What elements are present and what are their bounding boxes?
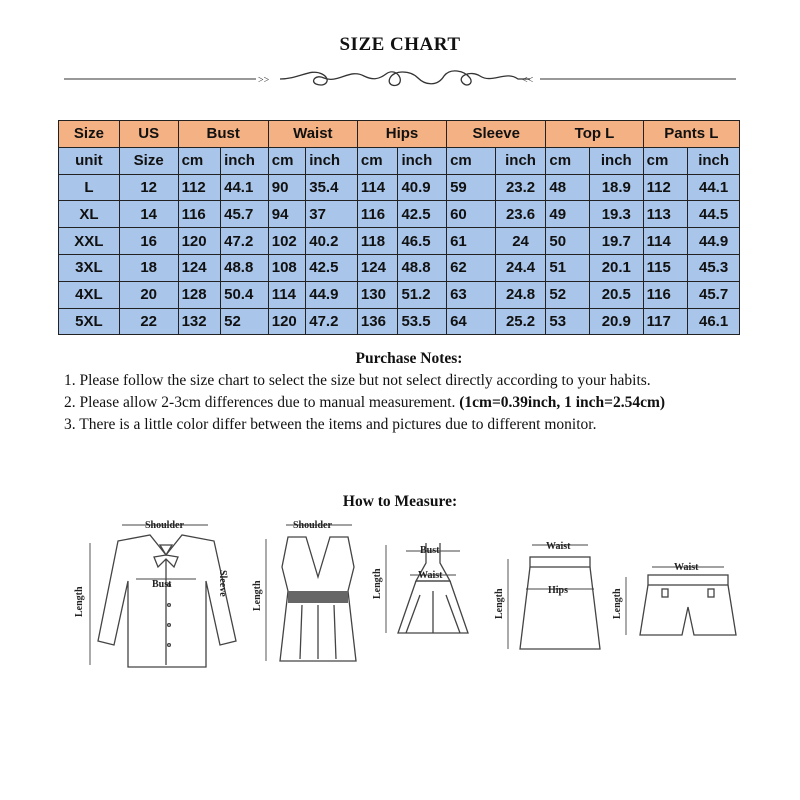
table-cell: 44.9 xyxy=(306,281,358,308)
table-cell: 128 xyxy=(178,281,221,308)
table-row xyxy=(59,174,740,201)
table-cell: 124 xyxy=(178,254,221,281)
table-cell: 112 xyxy=(643,174,688,201)
table-cell: L xyxy=(59,174,120,201)
table-header-row xyxy=(59,121,740,148)
label-hips: Hips xyxy=(548,585,569,596)
shorts-diagram xyxy=(626,567,736,635)
table-cell: 25.2 xyxy=(495,308,546,335)
table-cell: 20 xyxy=(119,281,178,308)
table-cell: 53.5 xyxy=(398,308,447,335)
unit-cell: cm xyxy=(447,147,496,174)
table-cell: 48.8 xyxy=(398,254,447,281)
label-length-3: Length xyxy=(372,568,383,599)
unit-cell: cm xyxy=(357,147,398,174)
table-cell: 114 xyxy=(357,174,398,201)
label-length-2: Length xyxy=(252,580,263,611)
table-cell: 45.3 xyxy=(688,254,740,281)
blouse-diagram xyxy=(90,525,236,667)
label-length-1: Length xyxy=(74,586,85,617)
unit-cell: Size xyxy=(119,147,178,174)
table-cell: 136 xyxy=(357,308,398,335)
title-ornament xyxy=(60,62,740,92)
table-cell: 61 xyxy=(447,228,496,255)
table-cell: XL xyxy=(59,201,120,228)
table-cell: 130 xyxy=(357,281,398,308)
table-row xyxy=(59,281,740,308)
note-2-text: 2. Please allow 2-3cm differences due to manual measurement. xyxy=(64,394,460,411)
dress-diagram xyxy=(386,543,468,633)
table-cell: 23.2 xyxy=(495,174,546,201)
table-row xyxy=(59,228,740,255)
table-unit-row xyxy=(59,147,740,174)
table-cell: 14 xyxy=(119,201,178,228)
table-cell: 52 xyxy=(221,308,269,335)
table-cell: 116 xyxy=(643,281,688,308)
table-cell: 4XL xyxy=(59,281,120,308)
table-cell: 114 xyxy=(643,228,688,255)
table-cell: 44.9 xyxy=(688,228,740,255)
table-cell: 112 xyxy=(178,174,221,201)
table-cell: 50.4 xyxy=(221,281,269,308)
note-1: 1. Please follow the size chart to select the size but not select directly according to your habits. xyxy=(64,372,651,389)
unit-cell: inch xyxy=(495,147,546,174)
table-cell: 48 xyxy=(546,174,590,201)
table-cell: 19.7 xyxy=(589,228,643,255)
table-cell: 116 xyxy=(357,201,398,228)
table-cell: 94 xyxy=(268,201,305,228)
unit-cell: cm xyxy=(546,147,590,174)
table-cell: 59 xyxy=(447,174,496,201)
table-row xyxy=(59,254,740,281)
label-length-4: Length xyxy=(494,588,505,619)
table-cell: 50 xyxy=(546,228,590,255)
purchase-notes xyxy=(64,348,754,436)
label-shoulder: Shoulder xyxy=(145,520,184,531)
table-cell: 117 xyxy=(643,308,688,335)
table-cell: 20.1 xyxy=(589,254,643,281)
notes-title: Purchase Notes: xyxy=(355,350,463,367)
table-cell: 44.1 xyxy=(221,174,269,201)
table-cell: 64 xyxy=(447,308,496,335)
header-cell: Pants L xyxy=(643,121,739,148)
table-cell: 23.6 xyxy=(495,201,546,228)
label-waist-2: Waist xyxy=(546,541,571,552)
label-bust: Bust xyxy=(152,579,172,590)
unit-cell: inch xyxy=(589,147,643,174)
header-cell: Hips xyxy=(357,121,446,148)
header-cell: US xyxy=(119,121,178,148)
note-3: 3. There is a little color differ between the items and pictures due to different monitor. xyxy=(64,416,597,433)
table-cell: 35.4 xyxy=(306,174,358,201)
table-cell: 44.5 xyxy=(688,201,740,228)
page-title: SIZE CHART xyxy=(339,34,461,55)
table-cell: 63 xyxy=(447,281,496,308)
unit-cell: inch xyxy=(221,147,269,174)
header-cell: Size xyxy=(59,121,120,148)
label-shoulder: Shoulder xyxy=(293,520,332,531)
how-to-measure-title: How to Measure: xyxy=(342,493,458,510)
label-length-5: Length xyxy=(612,588,623,619)
size-chart-table xyxy=(58,120,740,335)
table-cell: 47.2 xyxy=(221,228,269,255)
table-cell: 46.5 xyxy=(398,228,447,255)
table-cell: 47.2 xyxy=(306,308,358,335)
table-cell: 3XL xyxy=(59,254,120,281)
table-cell: 24.8 xyxy=(495,281,546,308)
table-cell: 46.1 xyxy=(688,308,740,335)
table-cell: 22 xyxy=(119,308,178,335)
label-waist-1: Waist xyxy=(418,570,443,581)
table-cell: 114 xyxy=(268,281,305,308)
table-cell: 51 xyxy=(546,254,590,281)
unit-cell: inch xyxy=(398,147,447,174)
table-cell: 90 xyxy=(268,174,305,201)
table-cell: 124 xyxy=(357,254,398,281)
skirt-diagram xyxy=(508,545,600,649)
table-cell: 16 xyxy=(119,228,178,255)
table-cell: 120 xyxy=(178,228,221,255)
table-cell: 62 xyxy=(447,254,496,281)
table-cell: 44.1 xyxy=(688,174,740,201)
measurement-diagrams xyxy=(70,515,750,675)
header-cell: Waist xyxy=(268,121,357,148)
table-cell: 5XL xyxy=(59,308,120,335)
vest-diagram xyxy=(266,525,356,661)
table-cell: 53 xyxy=(546,308,590,335)
table-cell: 18.9 xyxy=(589,174,643,201)
table-cell: 20.9 xyxy=(589,308,643,335)
table-cell: XXL xyxy=(59,228,120,255)
unit-cell: cm xyxy=(268,147,305,174)
header-cell: Top L xyxy=(546,121,643,148)
table-cell: 60 xyxy=(447,201,496,228)
unit-cell: cm xyxy=(178,147,221,174)
label-waist-3: Waist xyxy=(674,562,699,573)
table-cell: 42.5 xyxy=(306,254,358,281)
table-cell: 48.8 xyxy=(221,254,269,281)
svg-text:<<: << xyxy=(522,75,534,86)
header-cell: Bust xyxy=(178,121,268,148)
table-cell: 40.9 xyxy=(398,174,447,201)
table-row xyxy=(59,201,740,228)
table-cell: 118 xyxy=(357,228,398,255)
table-cell: 108 xyxy=(268,254,305,281)
table-cell: 51.2 xyxy=(398,281,447,308)
unit-cell: cm xyxy=(643,147,688,174)
header-cell: Sleeve xyxy=(447,121,546,148)
table-cell: 24.4 xyxy=(495,254,546,281)
table-cell: 52 xyxy=(546,281,590,308)
table-cell: 37 xyxy=(306,201,358,228)
table-cell: 45.7 xyxy=(688,281,740,308)
table-cell: 40.2 xyxy=(306,228,358,255)
table-cell: 20.5 xyxy=(589,281,643,308)
table-cell: 42.5 xyxy=(398,201,447,228)
table-cell: 115 xyxy=(643,254,688,281)
table-cell: 120 xyxy=(268,308,305,335)
table-cell: 49 xyxy=(546,201,590,228)
svg-text:>>: >> xyxy=(258,75,270,86)
label-sleeve: Sleeve xyxy=(217,570,228,597)
table-cell: 18 xyxy=(119,254,178,281)
table-cell: 102 xyxy=(268,228,305,255)
table-cell: 45.7 xyxy=(221,201,269,228)
note-2 xyxy=(64,392,754,414)
label-bust-2: Bust xyxy=(420,545,440,556)
table-cell: 113 xyxy=(643,201,688,228)
table-cell: 24 xyxy=(495,228,546,255)
unit-cell: inch xyxy=(306,147,358,174)
table-cell: 116 xyxy=(178,201,221,228)
table-cell: 12 xyxy=(119,174,178,201)
table-cell: 19.3 xyxy=(589,201,643,228)
note-2-conversion: (1cm=0.39inch, 1 inch=2.54cm) xyxy=(459,394,666,411)
table-row xyxy=(59,308,740,335)
table-cell: 132 xyxy=(178,308,221,335)
unit-cell: inch xyxy=(688,147,740,174)
unit-cell: unit xyxy=(59,147,120,174)
